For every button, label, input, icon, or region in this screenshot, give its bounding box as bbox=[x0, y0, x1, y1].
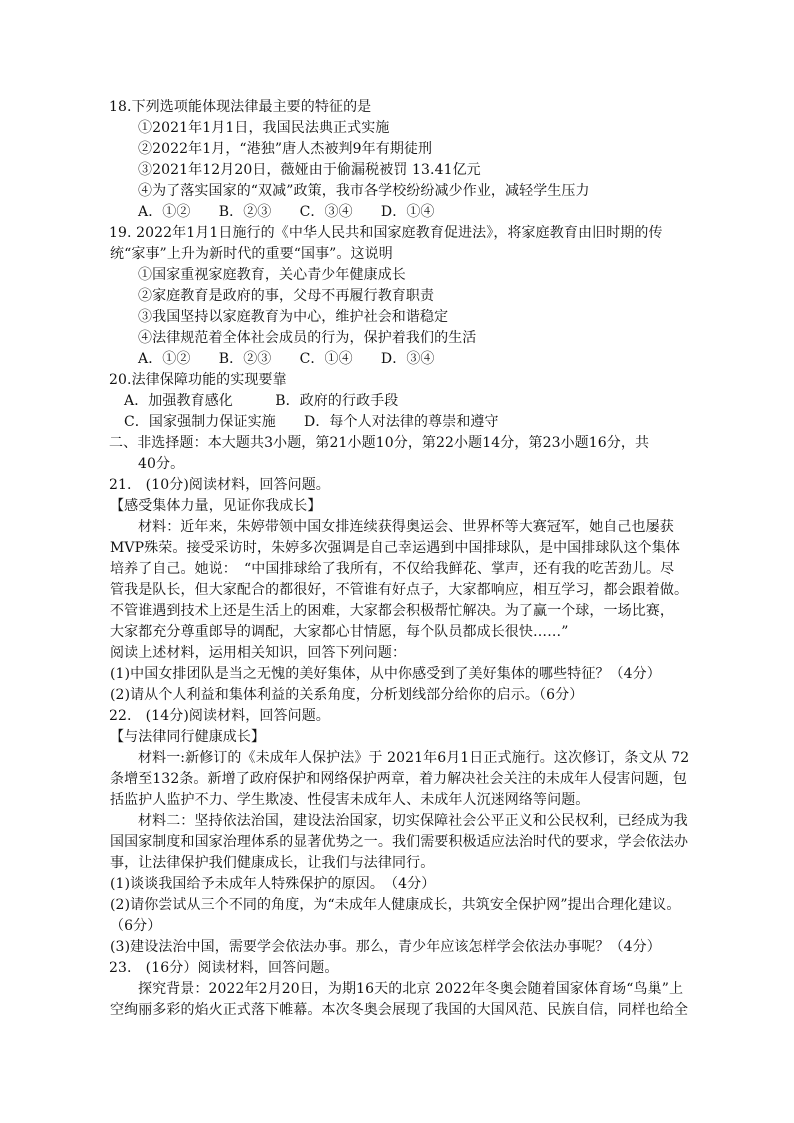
q22-question-1: (1)谈谈我国给予未成年人特殊保护的原因。 （4分） bbox=[110, 876, 436, 892]
q19-option-4: ④法律规范着全体社会成员的行为，保护着我们的生活 bbox=[138, 330, 477, 346]
q19-option-1: ①国家重视家庭教育，关心青少年健康成长 bbox=[138, 267, 406, 283]
q22-title: 【与法律同行健康成长】 bbox=[110, 729, 266, 745]
q21-question-1: (1)中国女排团队是当之无愧的美好集体，从中你感受到了美好集体的哪些特征？（4分） bbox=[110, 666, 661, 682]
q22-question-3: (3)建设法治中国，需要学会依法办事。那么，青少年应该怎样学会依法办事呢？（4分） bbox=[110, 939, 661, 955]
q21-material-line4: 管我是队长，但大家配合的都很好，不管谁有好点子，大家都响应，相互学习，都会跟着做。 bbox=[110, 582, 689, 598]
q21-material-line6: 大家都充分尊重郎导的调配，大家都心甘情愿，每个队员都成长很快……” bbox=[110, 624, 569, 640]
q22-material2-line3: 事，让法律保护我们健康成长，让我们与法律同行。 bbox=[110, 855, 435, 871]
q22-material1-line1: 材料一:新修订的《未成年人保护法》于 2021年6月1日正式施行。这次修订，条文从 72 bbox=[138, 750, 690, 766]
q21-material-line1: 材料：近年来，朱婷带领中国女排连续获得奥运会、世界杯等大赛冠军，她自己也屡获 bbox=[138, 519, 674, 535]
q21-material-line2: MVP殊荣。接受采访时，朱婷多次强调是自己幸运遇到中国排球队，是中国排球队这个集体 bbox=[110, 540, 680, 556]
q20-choices-line2: C．国家强制力保证实施 D．每个人对法律的尊崇和遵守 bbox=[124, 414, 499, 430]
q23-stem: 23. (16分）阅读材料，回答问题。 bbox=[109, 960, 339, 976]
q21-material-line3: 培养了自己。她说： “中国排球给了我所有，不仅给我鲜花、掌声，还有我的吃苦劲儿。尽 bbox=[110, 561, 675, 577]
q20-choices-line1: A．加强教育感化 B．政府的行政手段 bbox=[124, 393, 399, 409]
q22-material2-line2: 国国家制度和国家治理体系的显著优势之一。我们需要积极适应法治时代的要求，学会依法办 bbox=[110, 834, 689, 850]
q18-option-2: ②2022年1月，“港独”唐人杰被判9年有期徒刑 bbox=[138, 141, 433, 157]
q22-question-2-score: （6分） bbox=[110, 918, 162, 934]
q19-option-3: ③我国坚持以家庭教育为中心，维护社会和谐稳定 bbox=[138, 309, 449, 325]
section2-heading-line1: 二、非选择题：本大题共3小题，第21小题10分，第22小题14分，第23小题16分，共 bbox=[109, 435, 650, 451]
q18-choices: A．①② B．②③ C．③④ D．①④ bbox=[138, 204, 435, 220]
q21-prompt: 阅读上述材料，运用相关知识，回答下列问题： bbox=[110, 645, 407, 661]
q22-question-2: (2)请你尝试从三个不同的角度，为“未成年人健康成长，共筑安全保护网”提出合理化建议。 bbox=[110, 897, 681, 913]
q19-choices: A．①② B．②③ C．①④ D．③④ bbox=[138, 351, 435, 367]
section2-heading-line2: 40分。 bbox=[138, 456, 185, 472]
q18-option-1: ①2021年1月1日，我国民法典正式实施 bbox=[138, 120, 390, 136]
q19-stem-line2: 统“家事”上升为新时代的重要“国事”。这说明 bbox=[110, 246, 393, 262]
q22-material2-line1: 材料二：坚持依法治国，建设法治国家，切实保障社会公平正义和公民权利，已经成为我 bbox=[138, 813, 688, 829]
q21-title: 【感受集体力量，见证你我成长】 bbox=[110, 498, 322, 514]
q22-material1-line2: 条增至132条。新增了政府保护和网络保护两章，着力解决社会关注的未成年人侵害问题，包 bbox=[110, 771, 687, 787]
q22-material1-line3: 括监护人监护不力、学生欺凌、性侵害未成年人、未成年人沉迷网络等问题。 bbox=[110, 792, 590, 808]
q19-stem-line1: 19. 2022年1月1日施行的《中华人民共和国家庭教育促进法》，将家庭教育由旧时期的传 bbox=[109, 225, 663, 241]
q18-option-3: ③2021年12月20日，薇娅由于偷漏税被罚 13.41亿元 bbox=[138, 162, 481, 178]
q23-material-line2: 空绚丽多彩的焰火正式落下帷幕。本次冬奥会展现了我国的大国风范、民族自信，同样也给全 bbox=[110, 1002, 689, 1018]
q20-stem: 20.法律保障功能的实现要靠 bbox=[109, 372, 287, 388]
q23-material-line1: 探究背景：2022年2月20日，为期16天的北京 2022年冬奥会随着国家体育场“鸟巢”上 bbox=[138, 981, 684, 997]
q22-stem: 22. (14分)阅读材料，回答问题。 bbox=[109, 708, 330, 724]
q21-material-line5: 不管谁遇到技术上还是生活上的困难，大家都会积极帮忙解决。为了赢一个球，一场比赛， bbox=[110, 603, 674, 619]
q21-question-2: (2)请从个人利益和集体利益的关系角度，分析划线部分给你的启示。（6分） bbox=[110, 687, 584, 703]
q18-option-4: ④为了落实国家的“双减”政策，我市各学校纷纷减少作业，减轻学生压力 bbox=[138, 183, 590, 199]
q19-option-2: ②家庭教育是政府的事，父母不再履行教育职责 bbox=[138, 288, 435, 304]
q18-stem: 18.下列选项能体现法律最主要的特征的是 bbox=[109, 99, 372, 115]
q21-stem: 21. (10分)阅读材料，回答问题。 bbox=[109, 477, 330, 493]
